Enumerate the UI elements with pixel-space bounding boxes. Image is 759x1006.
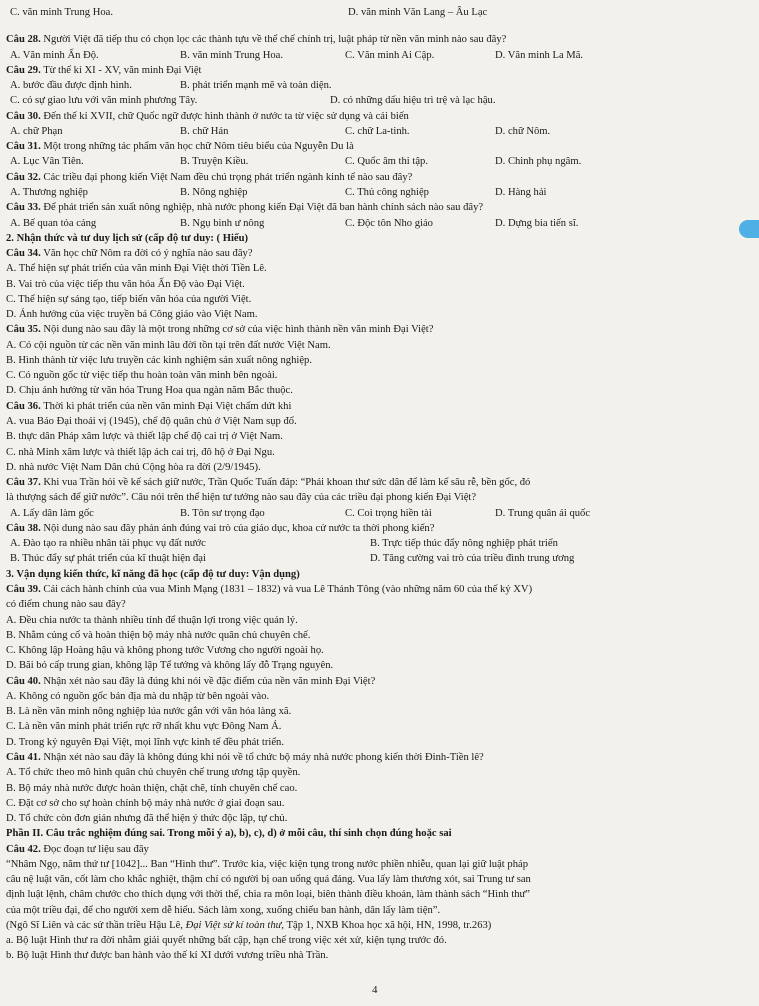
answer-option: C. có sự giao lưu với văn minh phương Tây. <box>10 95 198 106</box>
line-text: B. Hình thành từ việc lưu truyền các kinh nghiệm sản xuất nông nghiệp. <box>6 355 312 366</box>
line-text: Câu 39. Cải cách hành chính của vua Minh Mạng (1831 – 1832) và vua Lê Thánh Tông (vào những năm 60 của thế kỷ XV) <box>6 584 533 595</box>
answer-option: C. văn minh Trung Hoa. <box>10 7 114 18</box>
line-text: A. Không có nguồn gốc bản địa mà du nhập từ bên ngoài vào. <box>6 691 270 702</box>
answer-option: D. văn minh Văn Lang – Âu Lạc <box>348 7 488 18</box>
line-text: B. Bộ máy nhà nước được hoàn thiện, chặt chẽ, tính chuyên chế cao. <box>6 783 298 794</box>
line-text: A. Đều chia nước ta thành nhiều tỉnh để thuận lợi trong việc quản lý. <box>6 615 298 626</box>
answer-option: D. Văn minh La Mã. <box>495 50 584 61</box>
line-text: D. Chịu ảnh hưởng từ văn hóa Trung Hoa qua ngàn năm Bắc thuộc. <box>6 385 293 396</box>
line-text: C. Không lập Hoàng hậu và không phong tước Vương cho người ngoài họ. <box>6 645 324 656</box>
line-text: Câu 36. Thời kì phát triển của nền văn minh Đại Việt chấm dứt khi <box>6 401 292 412</box>
answer-option: A. Văn minh Ấn Độ. <box>10 50 99 61</box>
answer-option: C. Văn minh Ai Cập. <box>345 50 435 61</box>
line-text: Câu 34. Văn học chữ Nôm ra đời có ý nghĩa nào sau đây? <box>6 248 253 259</box>
answer-option: A. chữ Phạn <box>10 126 63 137</box>
line-text: của một triều đại, để cho người xem dễ hiểu. Sách làm xong, xuống chiếu ban hành, dân lấy làm tiện”. <box>6 905 441 916</box>
answer-option: D. Trung quân ái quốc <box>495 508 591 519</box>
line-text: B. thực dân Pháp xâm lược và thiết lập chế độ cai trị ở Việt Nam. <box>6 431 283 442</box>
line-text: A. Có cội nguồn từ các nền văn minh lâu đời tồn tại trên đất nước Việt Nam. <box>6 340 331 351</box>
line-text: B. Vai trò của việc tiếp thu văn hóa Ấn Độ vào Đại Việt. <box>6 279 245 290</box>
answer-option: C. Quốc âm thi tập. <box>345 156 428 167</box>
page-number: 4 <box>372 984 378 996</box>
line-text: Câu 37. Khi vua Trần hỏi về kế sách giữ nước, Trần Quốc Tuấn đáp: “Phải khoan thư sức dân để làm kế sâu rễ, bền gốc, đó <box>6 477 531 488</box>
line-text: 2. Nhận thức và tư duy lịch sử (cấp độ tư duy: ( Hiểu) <box>6 233 249 244</box>
line-text: Câu 32. Các triều đại phong kiến Việt Nam đều chú trọng phát triển ngành kinh tế nào sau đây? <box>6 172 413 183</box>
answer-option: D. Hàng hải <box>495 187 547 198</box>
line-text: D. Bãi bỏ cấp trung gian, không lập Tể tướng và không lấy đỗ Trạng nguyên. <box>6 660 334 671</box>
answer-option: A. Lục Vân Tiên. <box>10 156 84 167</box>
line-text: có điểm chung nào sau đây? <box>6 599 126 610</box>
answer-option: B. phát triển mạnh mẽ và toàn diện. <box>180 80 332 91</box>
answer-option: D. Tăng cường vai trò của triều đình trung ương <box>370 553 575 564</box>
line-text: A. Thể hiện sự phát triển của văn minh Đại Việt thời Tiền Lê. <box>6 263 267 274</box>
answer-option: B. Thúc đẩy sự phát triển của kĩ thuật hiện đại <box>10 553 206 564</box>
line-text: “Nhâm Ngọ, năm thứ tư [1042]... Ban “Hình thư”. Trước kia, việc kiện tụng trong nước phiền nhiễu, quan lại giữ luật pháp <box>6 859 528 870</box>
line-text: C. nhà Minh xâm lược và thiết lập ách cai trị, đô hộ ở Đại Ngu. <box>6 447 275 458</box>
line-text: A. vua Bảo Đại thoái vị (1945), chế độ quân chủ ở Việt Nam sụp đổ. <box>6 416 297 427</box>
line-text: C. Đặt cơ sở cho sự hoàn chỉnh bộ máy nhà nước ở giai đoạn sau. <box>6 798 285 809</box>
answer-option: B. văn minh Trung Hoa. <box>180 50 284 61</box>
line-text: C. Thể hiện sự sáng tạo, tiếp biến văn hóa của người Việt. <box>6 294 252 305</box>
answer-option: B. Truyện Kiều. <box>180 156 249 167</box>
answer-option: B. Ngụ binh ư nông <box>180 218 265 229</box>
line-text: B. Là nền văn minh nông nghiệp lúa nước gắn với văn hóa làng xã. <box>6 706 292 717</box>
answer-option: A. bước đầu được định hình. <box>10 80 132 91</box>
line-text: Câu 29. Từ thế kỉ XI - XV, văn minh Đại Việt <box>6 65 202 76</box>
answer-option: D. có những dấu hiệu trì trệ và lạc hậu. <box>330 95 496 106</box>
answer-option: C. Coi trọng hiền tài <box>345 508 432 519</box>
answer-option: C. Thủ công nghiệp <box>345 187 429 198</box>
answer-option: B. Tôn sư trọng đạo <box>180 508 265 519</box>
line-text: Câu 42. Đọc đoạn tư liệu sau đây <box>6 844 149 855</box>
line-text: C. Có nguồn gốc từ việc tiếp thu hoàn toàn văn minh bên ngoài. <box>6 370 278 381</box>
line-text: Câu 35. Nội dung nào sau đây là một trong những cơ sở của việc hình thành nền văn minh Đại Việt? <box>6 324 434 335</box>
answer-option: A. Bế quan tỏa cảng <box>10 218 97 229</box>
line-text: câu nệ luật văn, cốt làm cho khắc nghiệt, thậm chí có người bị oan uổng quá đáng. Vua lấy làm thương xót, sai Trung tư san <box>6 874 531 885</box>
line-text: 3. Vận dụng kiến thức, kĩ năng đã học (cấp độ tư duy: Vận dụng) <box>6 569 300 580</box>
line-text: định luật lệnh, châm chước cho thích dụng với thời thế, chia ra môn loại, biên thành điều khoản, làm thành sách “Hình thư” <box>6 889 531 900</box>
answer-option: A. Đào tạo ra nhiều nhân tài phục vụ đất nước <box>10 538 206 549</box>
line-text: D. Ảnh hưởng của việc truyền bá Công giáo vào Việt Nam. <box>6 309 258 320</box>
answer-option: B. Trực tiếp thúc đẩy nông nghiệp phát triển <box>370 538 558 549</box>
line-text: D. nhà nước Việt Nam Dân chủ Cộng hòa ra đời (2/9/1945). <box>6 462 261 473</box>
line-text: D. Tổ chức còn đơn giản nhưng đã thể hiện ý thức độc lập, tự chủ. <box>6 813 288 824</box>
answer-option: D. Chinh phụ ngâm. <box>495 156 582 167</box>
answer-option: A. Lấy dân làm gốc <box>10 508 94 519</box>
line-text: Câu 41. Nhận xét nào sau đây là không đúng khi nói về tổ chức bộ máy nhà nước phong kiến thời Đinh-Tiền lê? <box>6 752 484 763</box>
answer-option: C. Độc tôn Nho giáo <box>345 218 433 229</box>
answer-option: C. chữ La-tinh. <box>345 126 410 137</box>
line-text: Câu 28. Người Việt đã tiếp thu có chọn lọc các thành tựu về thể chế chính trị, luật pháp từ nền văn minh nào sau đây? <box>6 34 507 45</box>
line-text: Phần II. Câu trắc nghiệm đúng sai. Trong mỗi ý a), b), c), d) ở mỗi câu, thí sinh chọn đúng hoặc sai <box>6 828 452 839</box>
answer-option: B. Nông nghiệp <box>180 187 248 198</box>
line-text: (Ngô Sĩ Liên và các sử thần triều Hậu Lê, Đại Việt sử kí toàn thư, Tập 1, NXB Khoa học xã hội, HN, 1998, tr.263) <box>6 920 492 931</box>
line-text: D. Trong kỷ nguyên Đại Việt, mọi lĩnh vực kinh tế đều phát triển. <box>6 737 284 748</box>
line-text: Câu 31. Một trong những tác phẩm văn học chữ Nôm tiêu biểu của Nguyễn Du là <box>6 141 354 152</box>
answer-option: D. Dựng bia tiến sĩ. <box>495 218 579 229</box>
line-text: C. Là nền văn minh phát triển rực rỡ nhất khu vực Đông Nam Á. <box>6 721 282 732</box>
line-text: a. Bộ luật Hình thư ra đời nhằm giải quyết những bất cập, hạn chế trong việc xét xử, kiện tụng trước đó. <box>6 935 447 946</box>
line-text: Câu 33. Để phát triển sản xuất nông nghiệp, nhà nước phong kiến Đại Việt đã ban hành chính sách nào sau đây? <box>6 202 484 213</box>
line-text: A. Tổ chức theo mô hình quân chủ chuyên chế trung ương tập quyền. <box>6 767 301 778</box>
line-text: B. Nhằm củng cố và hoàn thiện bộ máy nhà nước quân chủ chuyên chế. <box>6 630 311 641</box>
side-tab-marker <box>739 220 759 238</box>
line-text: là thượng sách để giữ nước”. Câu nói trên thể hiện tư tưởng nào sau đây của các triều đại phong kiến Đại Việt? <box>6 492 477 503</box>
answer-option: D. chữ Nôm. <box>495 126 551 137</box>
line-text: Câu 40. Nhận xét nào sau đây là đúng khi nói về đặc điểm của nền văn minh Đại Việt? <box>6 676 376 687</box>
line-text: b. Bộ luật Hình thư được ban hành vào thế kỉ XI dưới vương triều nhà Trần. <box>6 950 329 961</box>
line-text: Câu 30. Đến thế kỉ XVII, chữ Quốc ngữ được hình thành ở nước ta từ việc sử dụng và cải biến <box>6 111 409 122</box>
line-text: Câu 38. Nội dung nào sau đây phản ánh đúng vai trò của giáo dục, khoa cử nước ta thời phong kiến? <box>6 523 435 534</box>
answer-option: B. chữ Hán <box>180 126 229 137</box>
answer-option: A. Thương nghiệp <box>10 187 88 198</box>
